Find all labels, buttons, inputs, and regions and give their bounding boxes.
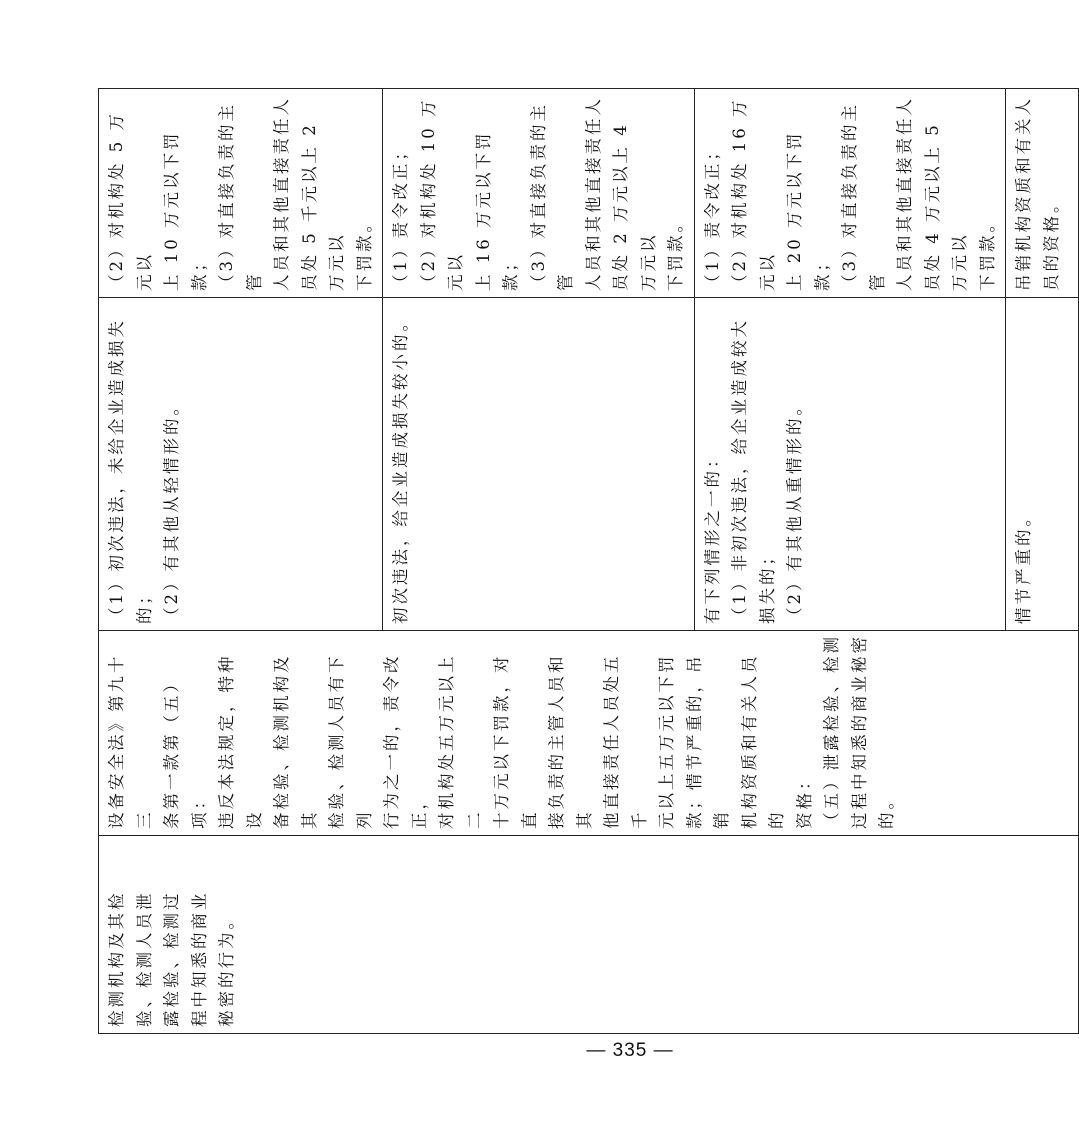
violation-line: 露检验、检测过	[162, 890, 181, 1027]
basis-line: 款；情节严重的，吊销	[684, 653, 731, 829]
violation-line: 验、检测人员泄	[134, 890, 154, 1027]
violation-line: 检测机构及其检	[107, 890, 126, 1027]
penalty-line: 人员和其他直接责任人	[895, 96, 914, 291]
violation-line: 程中知悉的商业	[189, 890, 209, 1027]
penalty-cell	[99, 89, 383, 298]
penalty-line: 下罚款。	[977, 213, 997, 291]
basis-subitem-line: 过程中知悉的商业秘密	[849, 634, 869, 829]
table-row	[99, 89, 383, 1034]
violation-line: 秘密的行为。	[217, 910, 236, 1027]
penalty-line: （2）对机构处 5 万元以	[107, 111, 154, 291]
penalty-line: （2）对机构处 10 万元以	[418, 97, 465, 291]
basis-line: 行为之一的，责令改正，	[382, 653, 429, 829]
circumstance-line: 的；	[134, 585, 154, 624]
penalty-line: （1）责令改正；	[391, 141, 410, 291]
circumstance-line: 损失的；	[757, 546, 777, 624]
basis-line: 备检验、检测机构及其	[272, 653, 319, 829]
basis-line: 十万元以下罚款，对直	[492, 653, 539, 829]
basis-line: 元以上五万元以下罚	[657, 653, 676, 829]
circumstance-line: 情节严重的。	[1014, 507, 1033, 624]
legal-basis-cell	[99, 631, 1079, 836]
circumstance-line: （1）初次违法，未给企业造成损失	[107, 318, 126, 624]
penalty-line: 员处 5 千元以上 2 万元以	[299, 122, 346, 291]
penalty-cell	[1006, 89, 1079, 298]
basis-line: 条第一款第（五）项：	[162, 673, 209, 829]
penalty-line: 员处 2 万元以上 4 万元以	[611, 122, 658, 291]
penalty-line: （2）对机构处 16 万元以	[730, 97, 777, 291]
page-number: — 335 —	[586, 1040, 674, 1061]
rotated-table-container	[98, 89, 1061, 1034]
penalty-line: 上 10 万元以下罚款；	[162, 130, 209, 291]
circumstance-cell	[694, 298, 1006, 631]
penalty-line: 上 16 万元以下罚款；	[473, 130, 520, 291]
basis-subitem-line: （五）泄露检验、检测	[822, 634, 841, 829]
circumstance-cell	[1006, 298, 1079, 631]
penalty-line: 上 20 万元以下罚款；	[785, 130, 832, 291]
circumstance-line: （2）有其他从重情形的。	[785, 396, 804, 624]
penalty-line: （3）对直接负责的主管	[217, 102, 264, 291]
basis-subitem-line: 的。	[877, 790, 896, 829]
penalty-standard-table	[98, 88, 1079, 1034]
basis-line: 机构资质和有关人员的	[739, 653, 786, 829]
basis-line: 设备安全法》第九十三	[107, 653, 154, 829]
basis-line: 资格：	[794, 770, 814, 829]
basis-subitem	[818, 629, 901, 829]
penalty-line: （3）对直接负责的主管	[528, 102, 575, 291]
circumstance-line: 初次违法，给企业造成损失较小的。	[391, 312, 410, 624]
circumstance-line: （1）非初次违法，给企业造成较大	[730, 318, 749, 624]
basis-line: 接负责的主管人员和其	[547, 653, 594, 829]
circumstance-line: 有下列情形之一的：	[702, 448, 722, 624]
penalty-cell	[694, 89, 1006, 298]
penalty-line: 员处 4 万元以上 5 万元以	[922, 122, 969, 291]
basis-line: 他直接责任人员处五千	[602, 653, 649, 829]
circumstance-cell	[383, 298, 695, 631]
penalty-line: 人员和其他直接责任人	[272, 96, 291, 291]
penalty-line: 吊销机构资质和有关人	[1014, 96, 1033, 291]
basis-line: 检验、检测人员有下列	[327, 653, 374, 829]
penalty-line: 下罚款。	[666, 213, 685, 291]
penalty-line: 员的资格。	[1041, 193, 1061, 291]
violation-cell	[99, 836, 1079, 1034]
penalty-line: （3）对直接负责的主管	[840, 102, 887, 291]
penalty-line: 下罚款。	[354, 213, 374, 291]
penalty-line: （1）责令改正；	[702, 141, 722, 291]
penalty-cell	[383, 89, 695, 298]
basis-line: 违反本法规定，特种设	[217, 653, 264, 829]
penalty-line: 人员和其他直接责任人	[583, 96, 603, 291]
circumstance-cell	[99, 298, 383, 631]
basis-line: 对机构处五万元以上二	[437, 653, 484, 829]
circumstance-line: （2）有其他从轻情形的。	[162, 396, 181, 624]
